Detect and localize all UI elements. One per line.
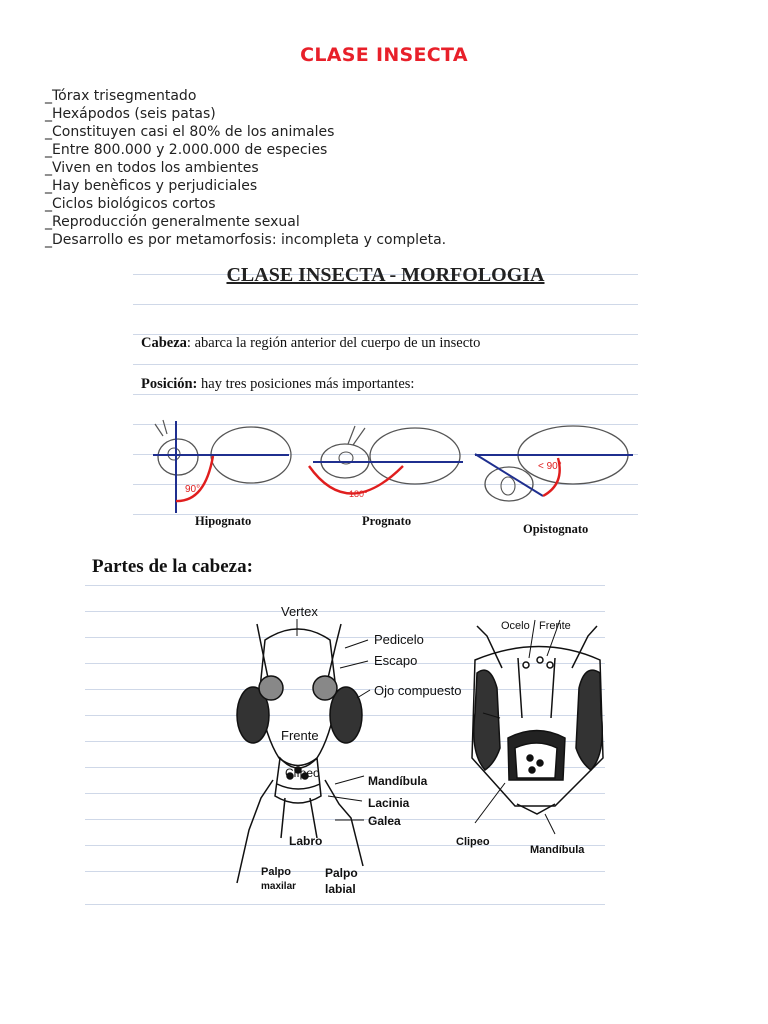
label-galea: Galea [368,814,401,828]
list-item: _Ciclos biológicos cortos [45,196,216,212]
label-mandibula-right: Mandíbula [530,844,585,856]
label-labro: Labro [289,834,323,848]
right-head-figure [472,626,603,814]
hipognato-figure [153,420,291,513]
list-item: _Hexápodos (seis patas) [45,106,216,122]
list-item: _Hay benèficos y perjudiciales [45,178,258,194]
posicion-text: hay tres posiciones más importantes: [197,376,415,392]
hipognato-label: Hipognato [195,514,252,528]
label-palpo-maxilar-1: Palpo [261,866,291,878]
prognato-label: Prognato [362,514,412,528]
label-clipeo: Clípeo [285,766,320,780]
label-pedicelo: Pedicelo [374,632,424,647]
label-palpo-labial-1: Palpo [325,866,358,880]
posicion-label: Posición: [141,376,198,392]
bullet-list [45,87,446,249]
list-item: _Viven en todos los ambientes [45,160,259,176]
cabeza-label: Cabeza [141,335,187,351]
morfologia-panel [133,256,638,542]
label-palpo-labial-2: labial [325,882,356,896]
label-frente-right: Frente [539,620,571,632]
label-mandibula: Mandíbula [368,774,428,788]
label-frente: Frente [281,728,319,743]
opistognato-angle: < 90° [538,461,562,472]
list-item: _Desarrollo es por metamorfosis: incompleta y completa. [45,232,447,248]
prognato-figure [309,426,463,494]
list-item: _Reproducción generalmente sexual [45,214,300,230]
list-item: _Entre 800.000 y 2.000.000 de especies [45,142,328,158]
cabeza-text: : abarca la región anterior del cuerpo de un insecto [186,335,481,351]
hipognato-angle: 90° [185,484,201,495]
label-ocelo: Ocelo [501,620,530,632]
list-item: _Constituyen casi el 80% de los animales [45,124,335,140]
label-palpo-maxilar-2: maxilar [261,881,297,892]
head-parts-diagram [85,548,605,908]
label-clipeo-right: Clipeo [456,836,490,848]
page-title: CLASE INSECTA [300,44,468,66]
partes-panel [85,548,605,908]
head-positions-diagram [133,256,638,542]
label-ojo-compuesto: Ojo compuesto [374,683,462,698]
label-lacinia: Lacinia [368,796,410,810]
list-item: _Tórax trisegmentado [45,88,197,104]
label-vertex: Vertex [281,604,318,619]
prognato-angle: 180° [349,489,368,499]
label-escapo: Escapo [374,653,418,668]
partes-title: Partes de la cabeza: [92,556,253,577]
morfologia-title: CLASE INSECTA - MORFOLOGIA [226,264,545,286]
opistognato-label: Opistognato [523,522,589,536]
